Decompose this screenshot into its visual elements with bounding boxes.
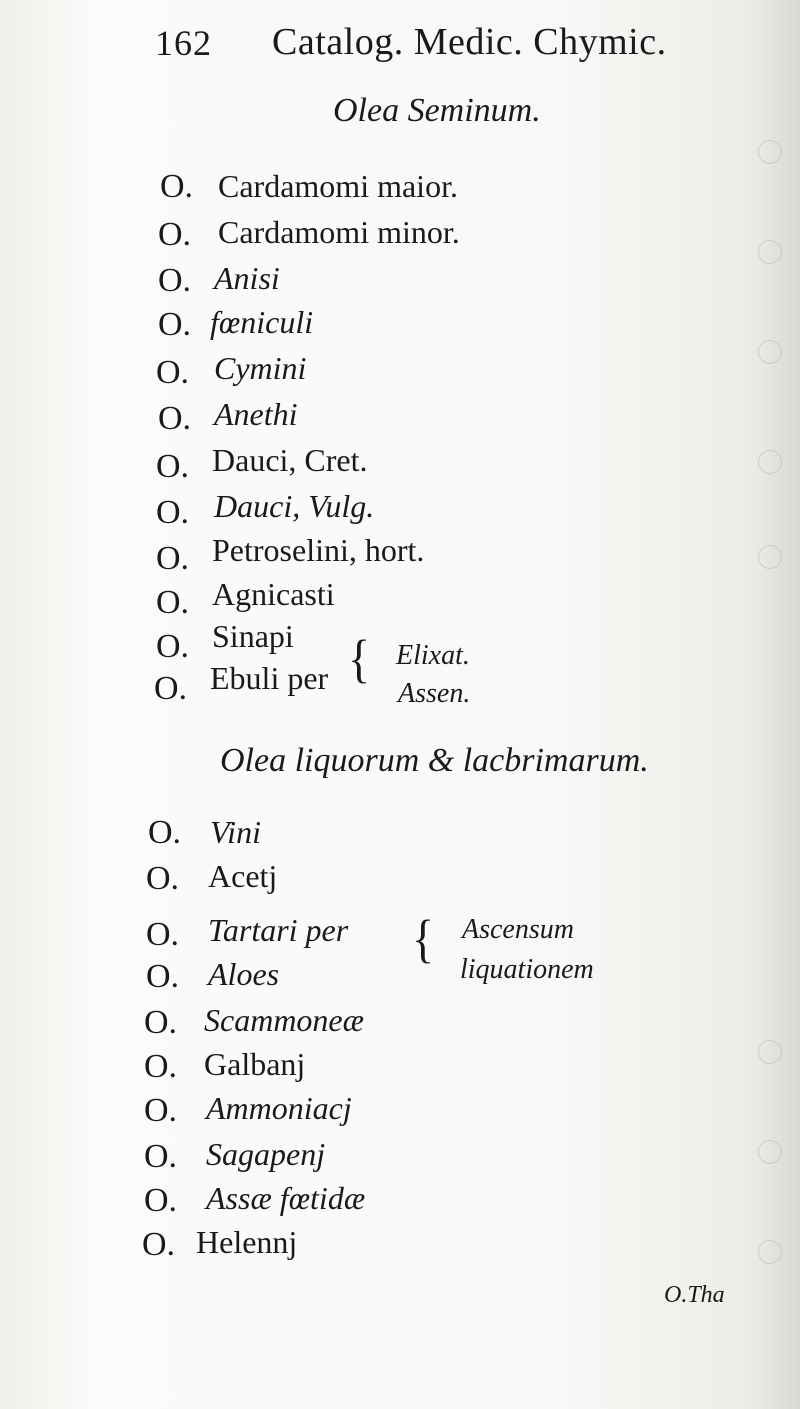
brace-option: Elixat. [396,640,470,671]
entry-prefix: O. [144,1138,178,1175]
entry-prefix: O. [146,916,180,953]
paper-texture-mark [758,140,782,164]
entry-name: Cardamomi maior. [218,168,458,204]
entry-name: Ebuli per [210,660,329,696]
entry-name: Galbanj [204,1046,306,1082]
entry-name: Anisi [214,260,280,296]
page-edge-shadow [760,0,800,1409]
entry-name: Anethi [214,396,298,432]
entry-name: fœniculi [210,304,314,340]
entry-prefix: O. [144,1092,178,1129]
brace-option: liquationem [460,954,594,985]
paper-texture-mark [758,1040,782,1064]
paper-texture-mark [758,545,782,569]
entry-name: Sagapenj [206,1136,326,1172]
entry-name: Petroselini, hort. [212,532,425,568]
brace-option: Assen. [398,678,471,709]
entry-prefix: O. [144,1048,178,1085]
entry-name: Helennj [196,1224,298,1260]
entry-prefix: O. [148,814,182,851]
entry-prefix: O. [154,670,188,707]
entry-prefix: O. [146,860,180,897]
entry-name: Aloes [208,956,280,992]
entry-prefix: O. [146,958,180,995]
entry-name: Assæ fœtidæ [206,1180,366,1216]
brace-option: Ascensum [462,914,574,945]
entry-name: Ammoniacj [206,1090,352,1126]
paper-texture-mark [758,340,782,364]
paper-texture-mark [758,1240,782,1264]
entry-prefix: O. [156,584,190,621]
section-title-seminum: Olea Seminum. [333,92,541,129]
brace-glyph: { [412,909,435,968]
entry-prefix: O. [156,628,190,665]
entry-prefix: O. [156,354,190,391]
paper-texture-mark [758,1140,782,1164]
entry-name: Tartari per [208,912,349,948]
entry-prefix: O. [156,540,190,577]
paper-texture-mark [758,240,782,264]
brace-glyph: { [348,629,371,688]
entry-prefix: O. [158,306,192,343]
entry-name: Scammoneæ [204,1002,364,1038]
entry-prefix: O. [144,1004,178,1041]
entry-prefix: O. [156,448,190,485]
catchword: O.Tha [664,1282,725,1308]
entry-prefix: O. [158,400,192,437]
entry-prefix: O. [158,216,192,253]
entry-name: Cardamomi minor. [218,214,460,250]
entry-prefix: O. [160,168,194,205]
entry-name: Agnicasti [212,576,335,612]
entry-prefix: O. [142,1226,176,1263]
entry-name: Dauci, Cret. [212,442,368,478]
entry-prefix: O. [156,494,190,531]
entry-name: Dauci, Vulg. [214,488,375,524]
paper-texture-mark [758,450,782,474]
section-title-liquorum: Olea liquorum & lacbrimarum. [220,742,649,779]
running-title: Catalog. Medic. Chymic. [272,21,667,63]
entry-prefix: O. [158,262,192,299]
entry-name: Acetj [208,858,278,894]
entry-name: Sinapi [212,618,294,654]
entry-name: Cymini [214,350,307,386]
entry-name: Vini [210,814,261,850]
entry-prefix: O. [144,1182,178,1219]
page-number: 162 [155,23,212,63]
